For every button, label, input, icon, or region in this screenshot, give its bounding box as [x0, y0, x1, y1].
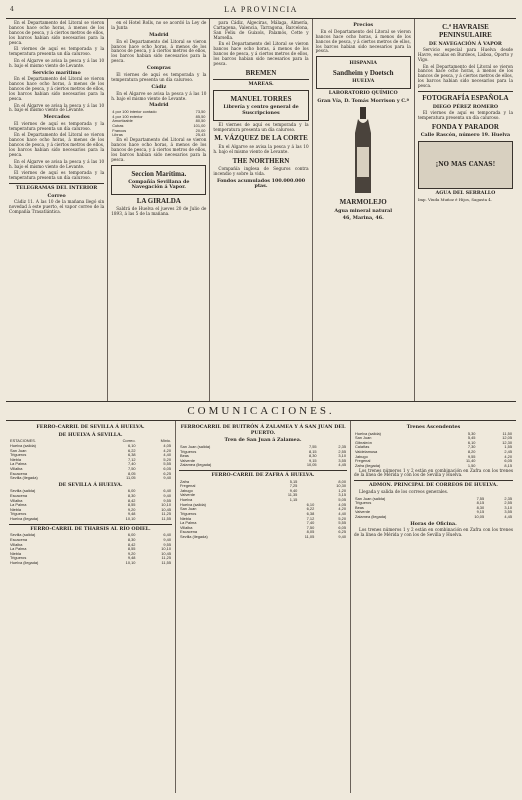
row-value: 7,12: [306, 515, 315, 521]
bottom-columns: [6, 421, 516, 793]
row-label: Villalba: [10, 465, 23, 471]
row-value: 3,55: [504, 509, 512, 515]
tides-heading: MAREAS.: [248, 81, 274, 88]
row-value: 8,55: [127, 546, 136, 552]
row-value: 7,55: [308, 443, 317, 449]
row-value: 6,40: [163, 532, 171, 538]
railway-heading: FERROCARRIL DE BUITRÓN Á ZALAMEA Y Á SAN JUAN DEL PUERTO.: [180, 423, 346, 436]
office-hours-heading: Horas de Oficina.: [410, 520, 457, 527]
row-value: 8,30: [476, 504, 485, 510]
row-value: 8,05: [128, 470, 136, 476]
article-paragraph: En el Algarve se avisa la pesca y á las 10 h. bajo el mismo viento de Levante.: [9, 102, 105, 113]
bottom-column-2: [176, 421, 351, 793]
bottom-column-1: [6, 421, 176, 793]
row-label: Fregenal: [180, 483, 196, 489]
row-value: 9,15: [308, 457, 317, 463]
row-label: Niebla: [10, 456, 22, 462]
bottle-illustration: [347, 107, 379, 195]
row-value: 3,15: [338, 492, 346, 498]
row-label: San Juan: [180, 506, 197, 512]
article-paragraph: En el Departamento del Litoral se vieron bancos hace ocho horas, á menos de los bancos de pesca, y á ciertos metros de ellos, los barcos habian sido necesarios para la pesca.: [9, 20, 105, 45]
railway-subheading: Tren de San Juan á Zalamea.: [224, 437, 302, 444]
row-label: Trigueros: [355, 500, 372, 506]
row-value: 11,05: [126, 475, 136, 481]
page-number: 4: [10, 6, 14, 13]
row-value: 1,50: [467, 462, 476, 468]
row-value: 10,05: [306, 462, 317, 468]
divider: [213, 79, 308, 80]
row-value: 9,55: [467, 453, 476, 459]
section-heading: Compras: [146, 65, 171, 72]
article-paragraph: En el Departamento del Litoral se vieron bancos hace ocho horas, á menos de los bancos de pesca, y á ciertos metros de ellos, los barcos habian sido necesarios para la pesca.: [417, 63, 514, 89]
row-value: 9,48: [127, 555, 136, 561]
row-value: 9,15: [476, 509, 485, 515]
row-label: 4 por 100 exterior: [112, 113, 143, 119]
ad-vazquez-title: M. VÁZQUEZ DE LA CORTE: [214, 134, 308, 143]
row-value: 8,30: [127, 536, 136, 542]
row-label: Sevilla (llegada): [180, 533, 208, 539]
hair-ad-text: AGUA DEL SERRALLO: [435, 190, 496, 196]
row-value: 4,40: [338, 510, 346, 516]
communications-title: COMUNICACIONES.: [6, 402, 516, 421]
row-value: 11,25: [161, 555, 171, 561]
row-value: 10,10: [125, 516, 136, 522]
row-value: 85,50: [195, 113, 206, 119]
row-value: 6,25: [338, 529, 346, 535]
row-label: Cubas: [112, 122, 124, 128]
ad-huelva: HUELVA: [352, 78, 375, 85]
timetable: [179, 445, 347, 468]
row-label: Escacena: [10, 470, 28, 476]
article-paragraph: Saldrá de Huelva el jueves 20 de Julio de 1893, á las 5 de la mañana.: [111, 206, 207, 217]
row-value: 2,35: [504, 495, 512, 501]
row-value: 6,22: [306, 506, 315, 512]
railway-heading: FERRO-CARRIL DE ZAFRA Á HUELVA.: [211, 471, 315, 478]
ship-name: LA GIRALDA: [136, 197, 181, 206]
row-value: 8,42: [127, 497, 136, 503]
row-label: Sevilla (salida): [10, 532, 36, 538]
row-label: Sevilla (salida): [10, 488, 36, 494]
timetable: [9, 533, 172, 565]
newspaper-title: LA PROVINCIA: [224, 5, 298, 14]
row-label: Villalba: [10, 497, 23, 503]
ad-hispania: [316, 56, 411, 89]
row-value: 9,20: [127, 506, 136, 512]
row-value: 2,55: [504, 500, 512, 506]
divider: [354, 480, 513, 481]
row-label: Jabugo: [180, 487, 193, 493]
row-value: 11,05: [304, 533, 315, 539]
row-value: 8,30: [127, 493, 136, 499]
table-row: [179, 463, 347, 468]
ad-sandheim-title: Sandheim y Doetsch: [332, 69, 394, 78]
article-paragraph: Cádiz 11. A las 10 de la mañana llegó sin novedad á este puerto, el vapor correo de la Compañía Trasatlántica.: [9, 199, 105, 215]
row-value: 7,25: [289, 483, 298, 489]
section-heading: Cádiz: [151, 83, 167, 90]
row-value: 12,05: [502, 435, 512, 441]
row-value: 8,05: [306, 529, 315, 535]
row-value: 8,20: [467, 449, 476, 455]
row-value: 8,55: [127, 502, 136, 508]
row-value: 6,05: [338, 524, 346, 530]
hair-ad: [418, 141, 513, 189]
row-label: Beas: [180, 453, 189, 459]
row-value: 10,10: [161, 502, 171, 508]
row-value: 9,40: [163, 536, 171, 542]
section-heading: TELEGRAMAS DEL INTERIOR: [15, 185, 98, 192]
row-value: 5,55: [163, 461, 171, 467]
row-label: Zafra (llegada): [355, 462, 381, 468]
row-value: 12,30: [502, 439, 512, 445]
article-paragraph: Compañía inglesa de Seguros contra incendio y sobre la vida.: [213, 165, 309, 176]
row-label: Trigueros: [180, 510, 197, 516]
article-paragraph: En el Departamento del Litoral se vieron bancos hace ocho horas, á menos de los bancos de pesca, y á ciertos metros de ellos, los barcos habian sido necesarios para la pesca.: [9, 76, 105, 102]
row-label: Amortizable: [112, 118, 133, 124]
row-label: San Juan (salida): [355, 495, 386, 501]
row-value: 73,50: [195, 109, 206, 115]
article-paragraph: El viernes de aquí es temporada y la temperatura presenta un día caluroso.: [9, 46, 105, 57]
row-label: Valverde: [180, 457, 196, 463]
column-1: [6, 19, 108, 401]
box-subtitle: Compañía Sevillana de Navegación á Vapor.: [128, 178, 190, 191]
timetable: [179, 480, 347, 503]
row-value: 9,20: [127, 550, 136, 556]
table-row: [9, 517, 172, 522]
timetable: [354, 432, 513, 469]
row-value: 10,10: [125, 560, 136, 565]
article-paragraph: Servicio especial para Huelva desde Havre, escalas en Burdeos, Lisboa, Oporto y Vigo.: [417, 47, 514, 63]
row-label: La Palma: [10, 461, 27, 467]
row-value: 5,45: [467, 435, 476, 441]
ad-title: MANUEL TORRES: [230, 94, 292, 103]
row-value: 6,10: [467, 439, 476, 445]
row-label: Niebla: [10, 550, 22, 556]
section-heading: Mercados: [43, 114, 70, 121]
article-paragraph: En el Departamento del Litoral se vieron bancos hace ocho horas, á menos de los bancos de pesca, y á ciertos metros de ellos, los barcos habian sido necesarios para la pesca.: [9, 132, 105, 158]
row-value: 8,00: [338, 478, 346, 484]
fonda-text: Calle Rascón, número 19. Huelva: [420, 132, 511, 139]
top-columns: [6, 19, 516, 402]
row-value: 6,38: [306, 510, 315, 516]
bottom-column-3: [351, 421, 516, 793]
article-paragraph: En el Departamento del Litoral se vieron bancos hace ocho horas, á menos de los bancos de pesca, y á ciertos metros de ellos, los barcos habian sido necesarios para la pesca.: [111, 38, 207, 64]
article-paragraph: Los trenes números 1 y 2 están en combinación en Zafra con los trenes de la línea de Mérida y con los de Sevilla y Huelva.: [354, 467, 513, 478]
row-value: 3,10: [504, 504, 512, 510]
row-value: 7,50: [128, 465, 136, 471]
row-label: Villalba: [180, 524, 193, 530]
row-label: Escacena: [10, 493, 28, 499]
article-paragraph: En el Algarve se avisa la pesca y á las 10 h. bajo el mismo viento de Levante.: [213, 143, 309, 154]
row-value: 10,45: [161, 550, 171, 556]
divider: [179, 470, 347, 471]
column-header: Correo.: [122, 438, 136, 444]
row-value: 8,15: [308, 448, 317, 454]
row-value: 8,15: [504, 462, 512, 468]
row-label: Huelva (llegada): [10, 560, 39, 565]
row-value: 9,40: [163, 475, 171, 481]
section-heading: Madrid: [149, 31, 169, 38]
row-label: San Juan (salida): [180, 443, 211, 449]
timetable: [354, 497, 513, 520]
column-header: ESTACIONES.: [10, 438, 36, 444]
row-value: 5,30: [467, 430, 476, 436]
row-label: Trigueros: [180, 448, 197, 454]
row-value: 1,20: [338, 487, 346, 493]
ad-text: Librería y centro general de Suscripciones: [223, 104, 299, 116]
hair-ad-title: ¡NO MAS CANAS!: [435, 161, 496, 169]
row-value: 10,45: [161, 506, 171, 512]
row-label: Escacena: [180, 529, 198, 535]
column-header: Mixto.: [160, 438, 171, 444]
article-paragraph: El viernes de aquí es temporada y la temperatura presenta un día caluroso.: [213, 121, 309, 132]
article-paragraph: En el Departamento del Litoral se vieron bancos hace ocho horas, á menos de los bancos de pesca, y á ciertos metros de ellos, los barcos habian sido necesarios para la pesca.: [111, 136, 207, 162]
article-paragraph: Llegada y salida de los correos generales.: [359, 489, 449, 495]
row-label: Huelva (salida): [355, 430, 381, 436]
railway-subheading: DE HUELVA Á SEVILLA.: [58, 431, 123, 438]
havraise-title: C.ª HAVRAISE PENINSULAIRE: [438, 23, 492, 40]
masthead: [6, 4, 516, 19]
row-label: Francos: [112, 127, 127, 133]
row-value: 5,20: [163, 456, 171, 462]
row-value: 6,38: [128, 452, 136, 458]
row-value: 6,05: [163, 465, 171, 471]
article-paragraph: En el Departamento del Litoral se vieron bancos hace ocho horas, á menos de los bancos de pesca, y á ciertos metros de ellos, los barcos habian sido necesarios para la pesca.: [315, 28, 411, 54]
row-label: Trigueros: [10, 511, 27, 517]
section-heading: Servicio marítimo: [32, 69, 81, 76]
row-value: 9,55: [163, 541, 171, 547]
row-value: 5,20: [338, 515, 346, 521]
row-value: 101,00: [193, 122, 206, 128]
address: 46, Marina, 46.: [342, 215, 384, 222]
price-table: [111, 110, 206, 138]
table-row: [179, 535, 347, 540]
row-value: 6,00: [127, 488, 136, 494]
row-value: 5,15: [289, 478, 298, 484]
row-value: 4,20: [504, 453, 512, 459]
row-label: 4 por 100 interior contado: [112, 109, 157, 115]
row-label: Huelva (llegada): [10, 516, 39, 522]
row-label: Sevilla (llegada): [10, 475, 38, 481]
row-value: 2,55: [338, 448, 346, 454]
row-value: 6,10: [306, 501, 315, 507]
column-2: [108, 19, 210, 401]
section-heading: Madrid: [149, 102, 169, 109]
article-paragraph: El viernes de aquí es temporada y la temperatura presenta un día caluroso.: [9, 170, 105, 181]
printer-footer: Imp. Viuda Muñoz é Hijos, Sagasta 4.: [417, 196, 492, 202]
row-value: 2,35: [338, 443, 346, 449]
railway-heading: FERRO-CARRIL DE THARSIS AL RÍO ODIEL.: [30, 525, 151, 532]
row-value: 8,42: [127, 541, 136, 547]
ad-hispania-title: HISPANIA: [349, 60, 377, 67]
divider: [9, 524, 172, 525]
post-office-heading: ADMON. PRINCIPAL DE CORREOS DE HUELVA.: [369, 482, 498, 489]
row-value: 7,12: [128, 456, 136, 462]
row-value: 11,40: [466, 458, 476, 464]
row-label: Trigueros: [10, 452, 27, 458]
photo-name: DIEGO PÉREZ ROMERO: [432, 103, 499, 110]
ad-caption: Fondos acumulados 100.000.000 ptas.: [216, 177, 306, 190]
row-label: Fregenal: [355, 458, 371, 464]
lab-title: LABORATORIO QUÍMICO: [328, 89, 398, 96]
row-value: 9,40: [289, 487, 298, 493]
article-paragraph: El viernes de aquí es temporada y la temperatura presenta un día caluroso.: [9, 121, 105, 132]
row-label: Zalamea (llegada): [355, 513, 387, 519]
article-paragraph: En el Departamento del Litoral se vieron bancos hace ocho horas, á menos de los bancos de pesca, y á ciertos metros de ellos, los barcos habian sido necesarios para la pesca.: [213, 41, 309, 67]
marmolejo-text: Agua mineral natural: [334, 207, 393, 214]
bremen-title: BREMEN: [245, 69, 277, 78]
lab-subtitle: Gran Vía, D. Tomás Morrison y C.ª: [317, 97, 410, 104]
marmolejo-title: MARMOLEJO: [339, 198, 387, 207]
row-value: 11,55: [161, 560, 171, 565]
railway-heading: FERRO-CARRIL DE SEVILLA Á HUELVA.: [36, 423, 145, 430]
table-row: [354, 515, 513, 520]
row-value: 4,45: [504, 513, 512, 519]
row-label: Huelva: [180, 497, 193, 503]
ad-manuel-torres: [213, 90, 308, 121]
row-value: 4,20: [338, 506, 346, 512]
divider: [418, 91, 513, 92]
timetable: [179, 503, 347, 540]
row-label: Huelva (salida): [180, 501, 206, 507]
row-value: 11,35: [287, 492, 298, 498]
row-value: 4,05: [163, 442, 171, 448]
section-subheading: Correo: [47, 192, 66, 199]
row-value: 4,20: [163, 447, 171, 453]
row-value: 6,25: [163, 470, 171, 476]
row-label: San Juan: [10, 447, 27, 453]
row-value: 9,48: [127, 511, 136, 517]
row-value: 8,15: [476, 500, 485, 506]
row-value: 4,40: [163, 452, 171, 458]
article-paragraph: El viernes de aquí es temporada y la temperatura presenta un día caluroso.: [417, 110, 514, 121]
article-paragraph: El viernes de aquí es temporada y la temperatura presenta un día caluroso.: [111, 71, 207, 82]
row-value: 7,30: [467, 444, 476, 450]
row-value: 1,55: [504, 444, 512, 450]
row-label: Libras: [112, 132, 123, 138]
row-label: Zafra: [180, 478, 190, 484]
row-value: 10,05: [474, 513, 485, 519]
row-label: Huelva (salida): [10, 442, 36, 448]
ad-northern-title: THE NORTHERN: [232, 156, 290, 165]
row-value: 9,40: [338, 533, 346, 539]
row-value: 20,00: [195, 127, 206, 133]
row-value: 9,40: [163, 493, 171, 499]
row-label: La Palma: [10, 502, 27, 508]
row-value: 1,15: [289, 497, 298, 503]
timetable: [9, 489, 172, 521]
row-value: 5,05: [338, 497, 346, 503]
row-value: 4,05: [338, 501, 346, 507]
row-label: Jabugo: [355, 453, 368, 459]
row-label: San Juan: [355, 435, 372, 441]
maritime-box: [111, 165, 206, 196]
divider: [9, 183, 104, 184]
row-value: 4,45: [338, 462, 346, 468]
havraise-subtitle: DE NAVEGACIÓN Á VAPOR: [428, 40, 502, 47]
row-value: 11,50: [502, 430, 512, 436]
row-value: 25,43: [195, 132, 206, 138]
row-value: 2,45: [504, 449, 512, 455]
row-label: Niebla: [180, 515, 192, 521]
article-paragraph: en el Hotel Rolls, no se acordó la Ley de la Junta: [111, 20, 207, 30]
row-value: 6,05: [504, 458, 512, 464]
row-label: La Palma: [180, 520, 197, 526]
row-value: 5,55: [338, 520, 346, 526]
row-label: Beas: [355, 504, 364, 510]
row-value: 11,25: [161, 511, 171, 517]
row-label: Niebla: [10, 506, 22, 512]
table-row: [9, 476, 172, 481]
row-value: 3,55: [338, 457, 346, 463]
row-label: Trigueros: [10, 555, 27, 561]
railway-subheading: DE SEVILLA Á HUELVA.: [58, 481, 123, 488]
railway-heading: Trenes Ascendentes: [406, 423, 461, 430]
row-value: 7,55: [476, 495, 485, 501]
row-value: 7,50: [306, 524, 315, 530]
row-label: Valdelamusa: [355, 449, 378, 455]
row-value: 80,50: [195, 118, 206, 124]
article-paragraph: En el Algarve se avisa la pesca y á las 10 h. bajo el mismo viento de Levante.: [9, 158, 105, 169]
row-value: 10,10: [161, 546, 171, 552]
row-label: La Palma: [10, 546, 27, 552]
row-value: 8,30: [308, 453, 317, 459]
row-value: 11,55: [161, 516, 171, 522]
row-value: 3,10: [338, 453, 346, 459]
box-title: Seccion Marítima.: [131, 169, 187, 178]
row-value: 9,55: [163, 497, 171, 503]
row-label: Villalba: [10, 541, 23, 547]
prices-heading: Precios: [353, 22, 374, 28]
table-row: [9, 561, 172, 566]
fonda-title: FONDA Y PARADOR: [431, 123, 499, 132]
column-4: [313, 19, 415, 401]
row-value: 7,40: [306, 520, 315, 526]
article-paragraph: En el Algarve se avisa la pesca y á las 10 h. bajo el mismo viento de Levante.: [9, 57, 105, 68]
row-value: 10,30: [336, 483, 346, 489]
timetable: [9, 439, 172, 480]
row-value: 6,40: [163, 488, 171, 494]
row-value: 6,00: [127, 532, 136, 538]
row-label: Calañas: [355, 444, 370, 450]
row-label: Gibraleón: [355, 439, 372, 445]
photo-title: FOTOGRAFÍA ESPAÑOLA: [422, 94, 509, 103]
article-paragraph: para Cádiz, Algeciras, Málaga, Almería, Cartagena, Valencia, Tarragona, Barcelona, San Feliu de Guixols, Palamós, Cette y Marsella.: [213, 20, 309, 40]
row-label: Valverde: [355, 509, 371, 515]
row-label: Valverde: [180, 492, 196, 498]
column-5: [415, 19, 516, 401]
row-value: 7,40: [128, 461, 136, 467]
row-value: 6,22: [128, 447, 136, 453]
row-value: 6,10: [128, 442, 136, 448]
column-3: [210, 19, 312, 401]
row-label: Escacena: [10, 536, 28, 542]
article-paragraph: En el Algarve se avisa la pesca y á las 10 h. bajo el mismo viento de Levante.: [111, 90, 207, 101]
article-paragraph: Los trenes números 1 y 2 están en combinación en Zafra con los trenes de la línea de Mérida y con los de Sevilla y Huelva.: [354, 527, 513, 538]
row-label: Zalamea (llegada): [180, 462, 212, 468]
